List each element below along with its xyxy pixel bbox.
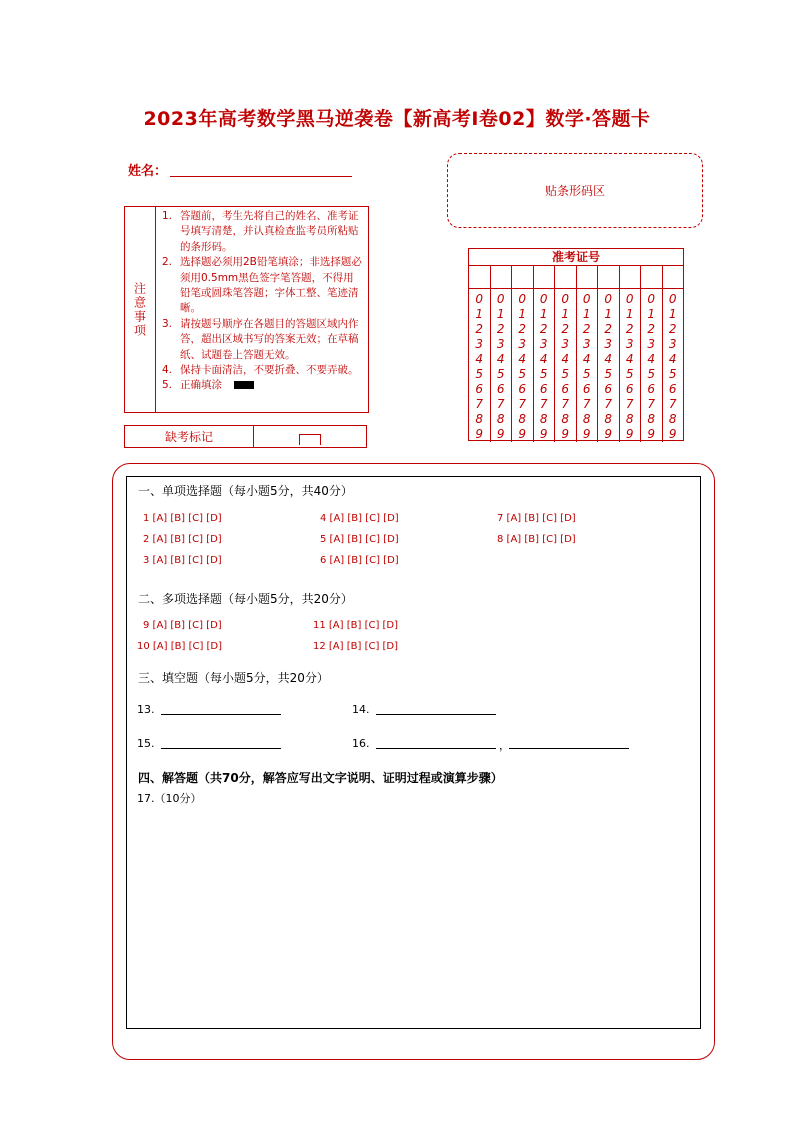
absent-label: 缺考标记 (125, 426, 254, 447)
digit-bubble[interactable]: 4 (475, 352, 484, 366)
exam-number-write-cell[interactable] (598, 266, 620, 288)
notice-item (162, 363, 364, 378)
absent-checkbox[interactable] (299, 434, 321, 445)
notice-label-cell (125, 207, 156, 412)
digit-bubble[interactable]: 1 (518, 307, 527, 321)
digit-bubble[interactable]: 9 (561, 427, 570, 441)
exam-number-write-cell[interactable] (641, 266, 663, 288)
digit-bubble[interactable]: 6 (582, 382, 591, 396)
digit-bubble[interactable]: 1 (582, 307, 591, 321)
digit-bubble[interactable]: 2 (625, 322, 634, 336)
exam-number-bubbles (469, 289, 683, 442)
digit-bubble[interactable]: 0 (668, 292, 677, 306)
exam-number-column (620, 289, 642, 442)
digit-bubble[interactable]: 6 (561, 382, 570, 396)
exam-number-write-row (469, 266, 683, 289)
digit-bubble[interactable]: 8 (582, 412, 591, 426)
choice-q4[interactable]: 4 [A] [B] [C] [D] (320, 513, 399, 524)
digit-bubble[interactable]: 0 (647, 292, 656, 306)
digit-bubble[interactable]: 8 (496, 412, 505, 426)
digit-bubble[interactable]: 4 (604, 352, 613, 366)
digit-bubble[interactable]: 7 (647, 397, 656, 411)
digit-bubble[interactable]: 3 (475, 337, 484, 351)
digit-bubble[interactable]: 2 (582, 322, 591, 336)
notice-item-num: 5. (162, 379, 173, 392)
exam-number-write-cell[interactable] (491, 266, 513, 288)
exam-number-write-cell[interactable] (620, 266, 642, 288)
digit-bubble[interactable]: 3 (647, 337, 656, 351)
digit-bubble[interactable]: 8 (625, 412, 634, 426)
digit-bubble[interactable]: 7 (582, 397, 591, 411)
digit-bubble[interactable]: 0 (625, 292, 634, 306)
digit-bubble[interactable]: 6 (625, 382, 634, 396)
absent-checkbox-cell (254, 426, 366, 447)
notice-item-text: 保持卡面清洁，不要折叠、不要弄破。 (180, 364, 359, 377)
digit-bubble[interactable]: 5 (496, 367, 505, 381)
digit-bubble[interactable]: 2 (496, 322, 505, 336)
digit-bubble[interactable]: 1 (496, 307, 505, 321)
notice-label: 注意事项 (132, 281, 147, 338)
digit-bubble[interactable]: 6 (518, 382, 527, 396)
digit-bubble[interactable]: 7 (604, 397, 613, 411)
notice-item (162, 255, 364, 317)
notice-item-num: 4. (162, 364, 173, 377)
digit-bubble[interactable]: 4 (539, 352, 548, 366)
exam-number-column (577, 289, 599, 442)
digit-bubble[interactable]: 8 (518, 412, 527, 426)
digit-bubble[interactable]: 5 (625, 367, 634, 381)
q14-number: 14. (352, 703, 370, 716)
digit-bubble[interactable]: 0 (604, 292, 613, 306)
digit-bubble[interactable]: 9 (647, 427, 656, 441)
notice-item (162, 317, 364, 363)
section-multiple-choice-title: 二、多项选择题（每小题5分，共20分） (138, 592, 353, 606)
digit-bubble[interactable]: 7 (496, 397, 505, 411)
digit-bubble[interactable]: 1 (647, 307, 656, 321)
digit-bubble[interactable]: 0 (518, 292, 527, 306)
q16-separator: ， (499, 739, 510, 752)
digit-bubble[interactable]: 3 (518, 337, 527, 351)
digit-bubble[interactable]: 8 (539, 412, 548, 426)
filled-sample-mark (234, 381, 254, 389)
section-fill-blank-title: 三、填空题（每小题5分，共20分） (138, 671, 329, 685)
digit-bubble[interactable]: 2 (604, 322, 613, 336)
choice-q11[interactable]: 11 [A] [B] [C] [D] (313, 620, 399, 631)
notice-item-num: 1. (162, 210, 173, 222)
digit-bubble[interactable]: 5 (647, 367, 656, 381)
choice-q6[interactable]: 6 [A] [B] [C] [D] (320, 555, 399, 566)
notice-item-text: 答题前，考生先将自己的姓名、准考证号填写清楚，并认真检查监考员所粘贴的条形码。 (180, 210, 359, 253)
digit-bubble[interactable]: 9 (668, 427, 677, 441)
digit-bubble[interactable]: 0 (496, 292, 505, 306)
notice-list (156, 207, 368, 412)
digit-bubble[interactable]: 2 (539, 322, 548, 336)
digit-bubble[interactable]: 2 (518, 322, 527, 336)
exam-number-column (555, 289, 577, 442)
digit-bubble[interactable]: 2 (647, 322, 656, 336)
digit-bubble[interactable]: 5 (582, 367, 591, 381)
exam-number-write-cell[interactable] (555, 266, 577, 288)
digit-bubble[interactable]: 4 (668, 352, 677, 366)
notice-item-num: 3. (162, 317, 173, 330)
digit-bubble[interactable]: 4 (625, 352, 634, 366)
q17-answer-area[interactable] (130, 808, 696, 1023)
exam-number-write-cell[interactable] (512, 266, 534, 288)
digit-bubble[interactable]: 7 (475, 397, 484, 411)
q17-label: 17.（10分） (137, 792, 202, 805)
digit-bubble[interactable]: 5 (561, 367, 570, 381)
digit-bubble[interactable]: 3 (604, 337, 613, 351)
absent-mark-row (124, 425, 367, 448)
notice-item-text: 请按题号顺序在各题目的答题区域内作答，超出区域书写的答案无效；在草稿纸、试题卷上答题无效。 (180, 317, 359, 361)
exam-number-write-cell[interactable] (577, 266, 599, 288)
digit-bubble[interactable]: 6 (604, 382, 613, 396)
exam-number-column (469, 289, 491, 442)
section-single-choice-title: 一、单项选择题（每小题5分，共40分） (138, 484, 353, 498)
digit-bubble[interactable]: 5 (604, 367, 613, 381)
digit-bubble[interactable]: 2 (561, 322, 570, 336)
digit-bubble[interactable]: 6 (647, 382, 656, 396)
notice-item-text: 选择题必须用2B铅笔填涂；非选择题必须用0.5mm黑色签字笔答题，不得用铅笔或圆珠笔答题；字体工整、笔迹清晰。 (180, 256, 362, 315)
name-label: 姓名： (128, 164, 168, 179)
choice-q1[interactable]: 1 [A] [B] [C] [D] (143, 513, 222, 524)
notice-item (162, 209, 364, 255)
digit-bubble[interactable]: 2 (668, 322, 677, 336)
q16-answer-line-2[interactable] (509, 748, 629, 749)
q15-answer-line[interactable] (161, 748, 281, 749)
digit-bubble[interactable]: 7 (539, 397, 548, 411)
choice-q10[interactable]: 10 [A] [B] [C] [D] (137, 641, 223, 652)
exam-number-column (491, 289, 513, 442)
exam-number-column (641, 289, 663, 442)
exam-number-column (534, 289, 556, 442)
q15-number: 15. (137, 737, 155, 750)
choice-q5[interactable]: 5 [A] [B] [C] [D] (320, 534, 399, 545)
digit-bubble[interactable]: 3 (496, 337, 505, 351)
digit-bubble[interactable]: 6 (668, 382, 677, 396)
digit-bubble[interactable]: 4 (561, 352, 570, 366)
digit-bubble[interactable]: 5 (668, 367, 677, 381)
exam-number-write-cell[interactable] (469, 266, 491, 288)
digit-bubble[interactable]: 7 (561, 397, 570, 411)
digit-bubble[interactable]: 4 (647, 352, 656, 366)
section-solution-title: 四、解答题（共70分，解答应写出文字说明、证明过程或演算步骤） (138, 771, 503, 785)
digit-bubble[interactable]: 7 (625, 397, 634, 411)
digit-bubble[interactable]: 8 (668, 412, 677, 426)
digit-bubble[interactable]: 5 (518, 367, 527, 381)
choice-q8[interactable]: 8 [A] [B] [C] [D] (497, 534, 576, 545)
exam-number-column (663, 289, 684, 442)
digit-bubble[interactable]: 1 (668, 307, 677, 321)
choice-q2[interactable]: 2 [A] [B] [C] [D] (143, 534, 222, 545)
digit-bubble[interactable]: 0 (582, 292, 591, 306)
digit-bubble[interactable]: 8 (604, 412, 613, 426)
choice-q3[interactable]: 3 [A] [B] [C] [D] (143, 555, 222, 566)
digit-bubble[interactable]: 9 (604, 427, 613, 441)
digit-bubble[interactable]: 3 (539, 337, 548, 351)
q14-answer-line[interactable] (376, 714, 496, 715)
digit-bubble[interactable]: 3 (668, 337, 677, 351)
notice-item-num: 2. (162, 256, 173, 269)
digit-bubble[interactable]: 9 (496, 427, 505, 441)
digit-bubble[interactable]: 7 (668, 397, 677, 411)
notice-box (124, 206, 369, 413)
digit-bubble[interactable]: 4 (518, 352, 527, 366)
digit-bubble[interactable]: 9 (518, 427, 527, 441)
digit-bubble[interactable]: 2 (475, 322, 484, 336)
digit-bubble[interactable]: 3 (625, 337, 634, 351)
digit-bubble[interactable]: 1 (539, 307, 548, 321)
q13-number: 13. (137, 703, 155, 716)
digit-bubble[interactable]: 7 (518, 397, 527, 411)
exam-number-label: 准考证号 (469, 249, 683, 266)
digit-bubble[interactable]: 9 (582, 427, 591, 441)
digit-bubble[interactable]: 3 (561, 337, 570, 351)
exam-number-column (512, 289, 534, 442)
choice-q7[interactable]: 7 [A] [B] [C] [D] (497, 513, 576, 524)
exam-number-write-cell[interactable] (534, 266, 556, 288)
digit-bubble[interactable]: 9 (539, 427, 548, 441)
digit-bubble[interactable]: 3 (582, 337, 591, 351)
digit-bubble[interactable]: 5 (475, 367, 484, 381)
choice-q12[interactable]: 12 [A] [B] [C] [D] (313, 641, 399, 652)
digit-bubble[interactable]: 8 (475, 412, 484, 426)
exam-number-column (598, 289, 620, 442)
q13-answer-line[interactable] (161, 714, 281, 715)
digit-bubble[interactable]: 6 (475, 382, 484, 396)
digit-bubble[interactable]: 0 (475, 292, 484, 306)
digit-bubble[interactable]: 0 (561, 292, 570, 306)
exam-number-write-cell[interactable] (663, 266, 684, 288)
digit-bubble[interactable]: 4 (582, 352, 591, 366)
digit-bubble[interactable]: 9 (475, 427, 484, 441)
digit-bubble[interactable]: 1 (561, 307, 570, 321)
digit-bubble[interactable]: 0 (539, 292, 548, 306)
digit-bubble[interactable]: 1 (604, 307, 613, 321)
digit-bubble[interactable]: 4 (496, 352, 505, 366)
barcode-label: 贴条形码区 (544, 184, 605, 198)
notice-item-text: 正确填涂 (180, 379, 222, 392)
notice-item (162, 378, 364, 393)
exam-number-grid (468, 248, 684, 441)
q16-number: 16. (352, 737, 370, 750)
q16-answer-line-1[interactable] (376, 748, 496, 749)
digit-bubble[interactable]: 5 (539, 367, 548, 381)
barcode-area (447, 153, 703, 228)
digit-bubble[interactable]: 1 (625, 307, 634, 321)
name-field[interactable] (170, 176, 352, 177)
digit-bubble[interactable]: 8 (561, 412, 570, 426)
choice-q9[interactable]: 9 [A] [B] [C] [D] (143, 620, 222, 631)
digit-bubble[interactable]: 6 (539, 382, 548, 396)
digit-bubble[interactable]: 8 (647, 412, 656, 426)
page-title: 2023年高考数学黑马逆袭卷【新高考Ⅰ卷02】数学·答题卡 (143, 108, 651, 130)
digit-bubble[interactable]: 9 (625, 427, 634, 441)
digit-bubble[interactable]: 1 (475, 307, 484, 321)
digit-bubble[interactable]: 6 (496, 382, 505, 396)
